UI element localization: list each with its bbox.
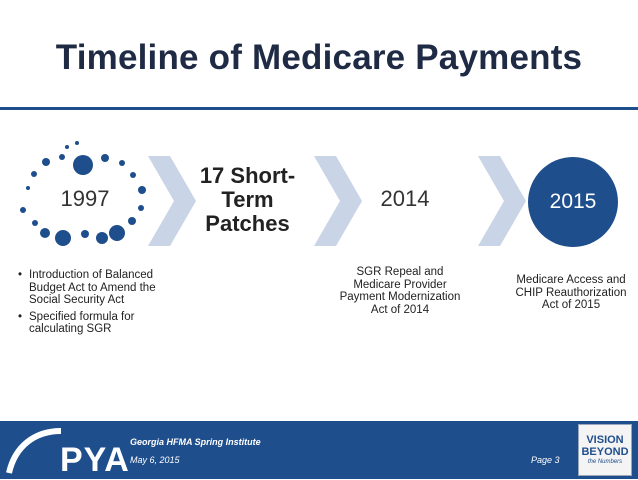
page-number: Page 3 [531,455,560,465]
description-2015: Medicare Access and CHIP Reauthorization Act of 2015 [515,274,627,311]
chevron-arrow-icon [478,156,526,246]
badge-line-3: the Numbers [587,459,623,465]
pya-logo: PYA [60,441,130,479]
pya-swoosh-icon [5,421,65,479]
footer-event: Georgia HFMA Spring Institute [130,437,261,447]
badge-line-1: VISION [586,434,624,446]
stage-2015-label: 2015 [549,190,597,213]
bullet-item: • Introduction of Balanced Budget Act to Amend the Social Security Act [18,269,168,307]
stage-short-term-patches-label: 17 Short-Term Patches [199,163,296,236]
stage-2015-circle [528,157,618,247]
chevron-arrow-icon [314,156,362,246]
bullet-item: • Specified formula for calculating SGR [18,311,168,336]
title-divider [0,107,638,110]
badge-line-2: BEYOND [581,446,629,458]
stage-1997-label: 1997 [60,186,110,211]
description-2014: SGR Repeal and Medicare Provider Payment Modernization Act of 2014 [339,266,461,316]
footer-date: May 6, 2015 [130,455,180,465]
vision-beyond-badge [578,424,632,476]
bullet-list-1997 [18,269,168,340]
stage-2014-label: 2014 [380,186,430,211]
slide-title: Timeline of Medicare Payments [55,38,583,77]
